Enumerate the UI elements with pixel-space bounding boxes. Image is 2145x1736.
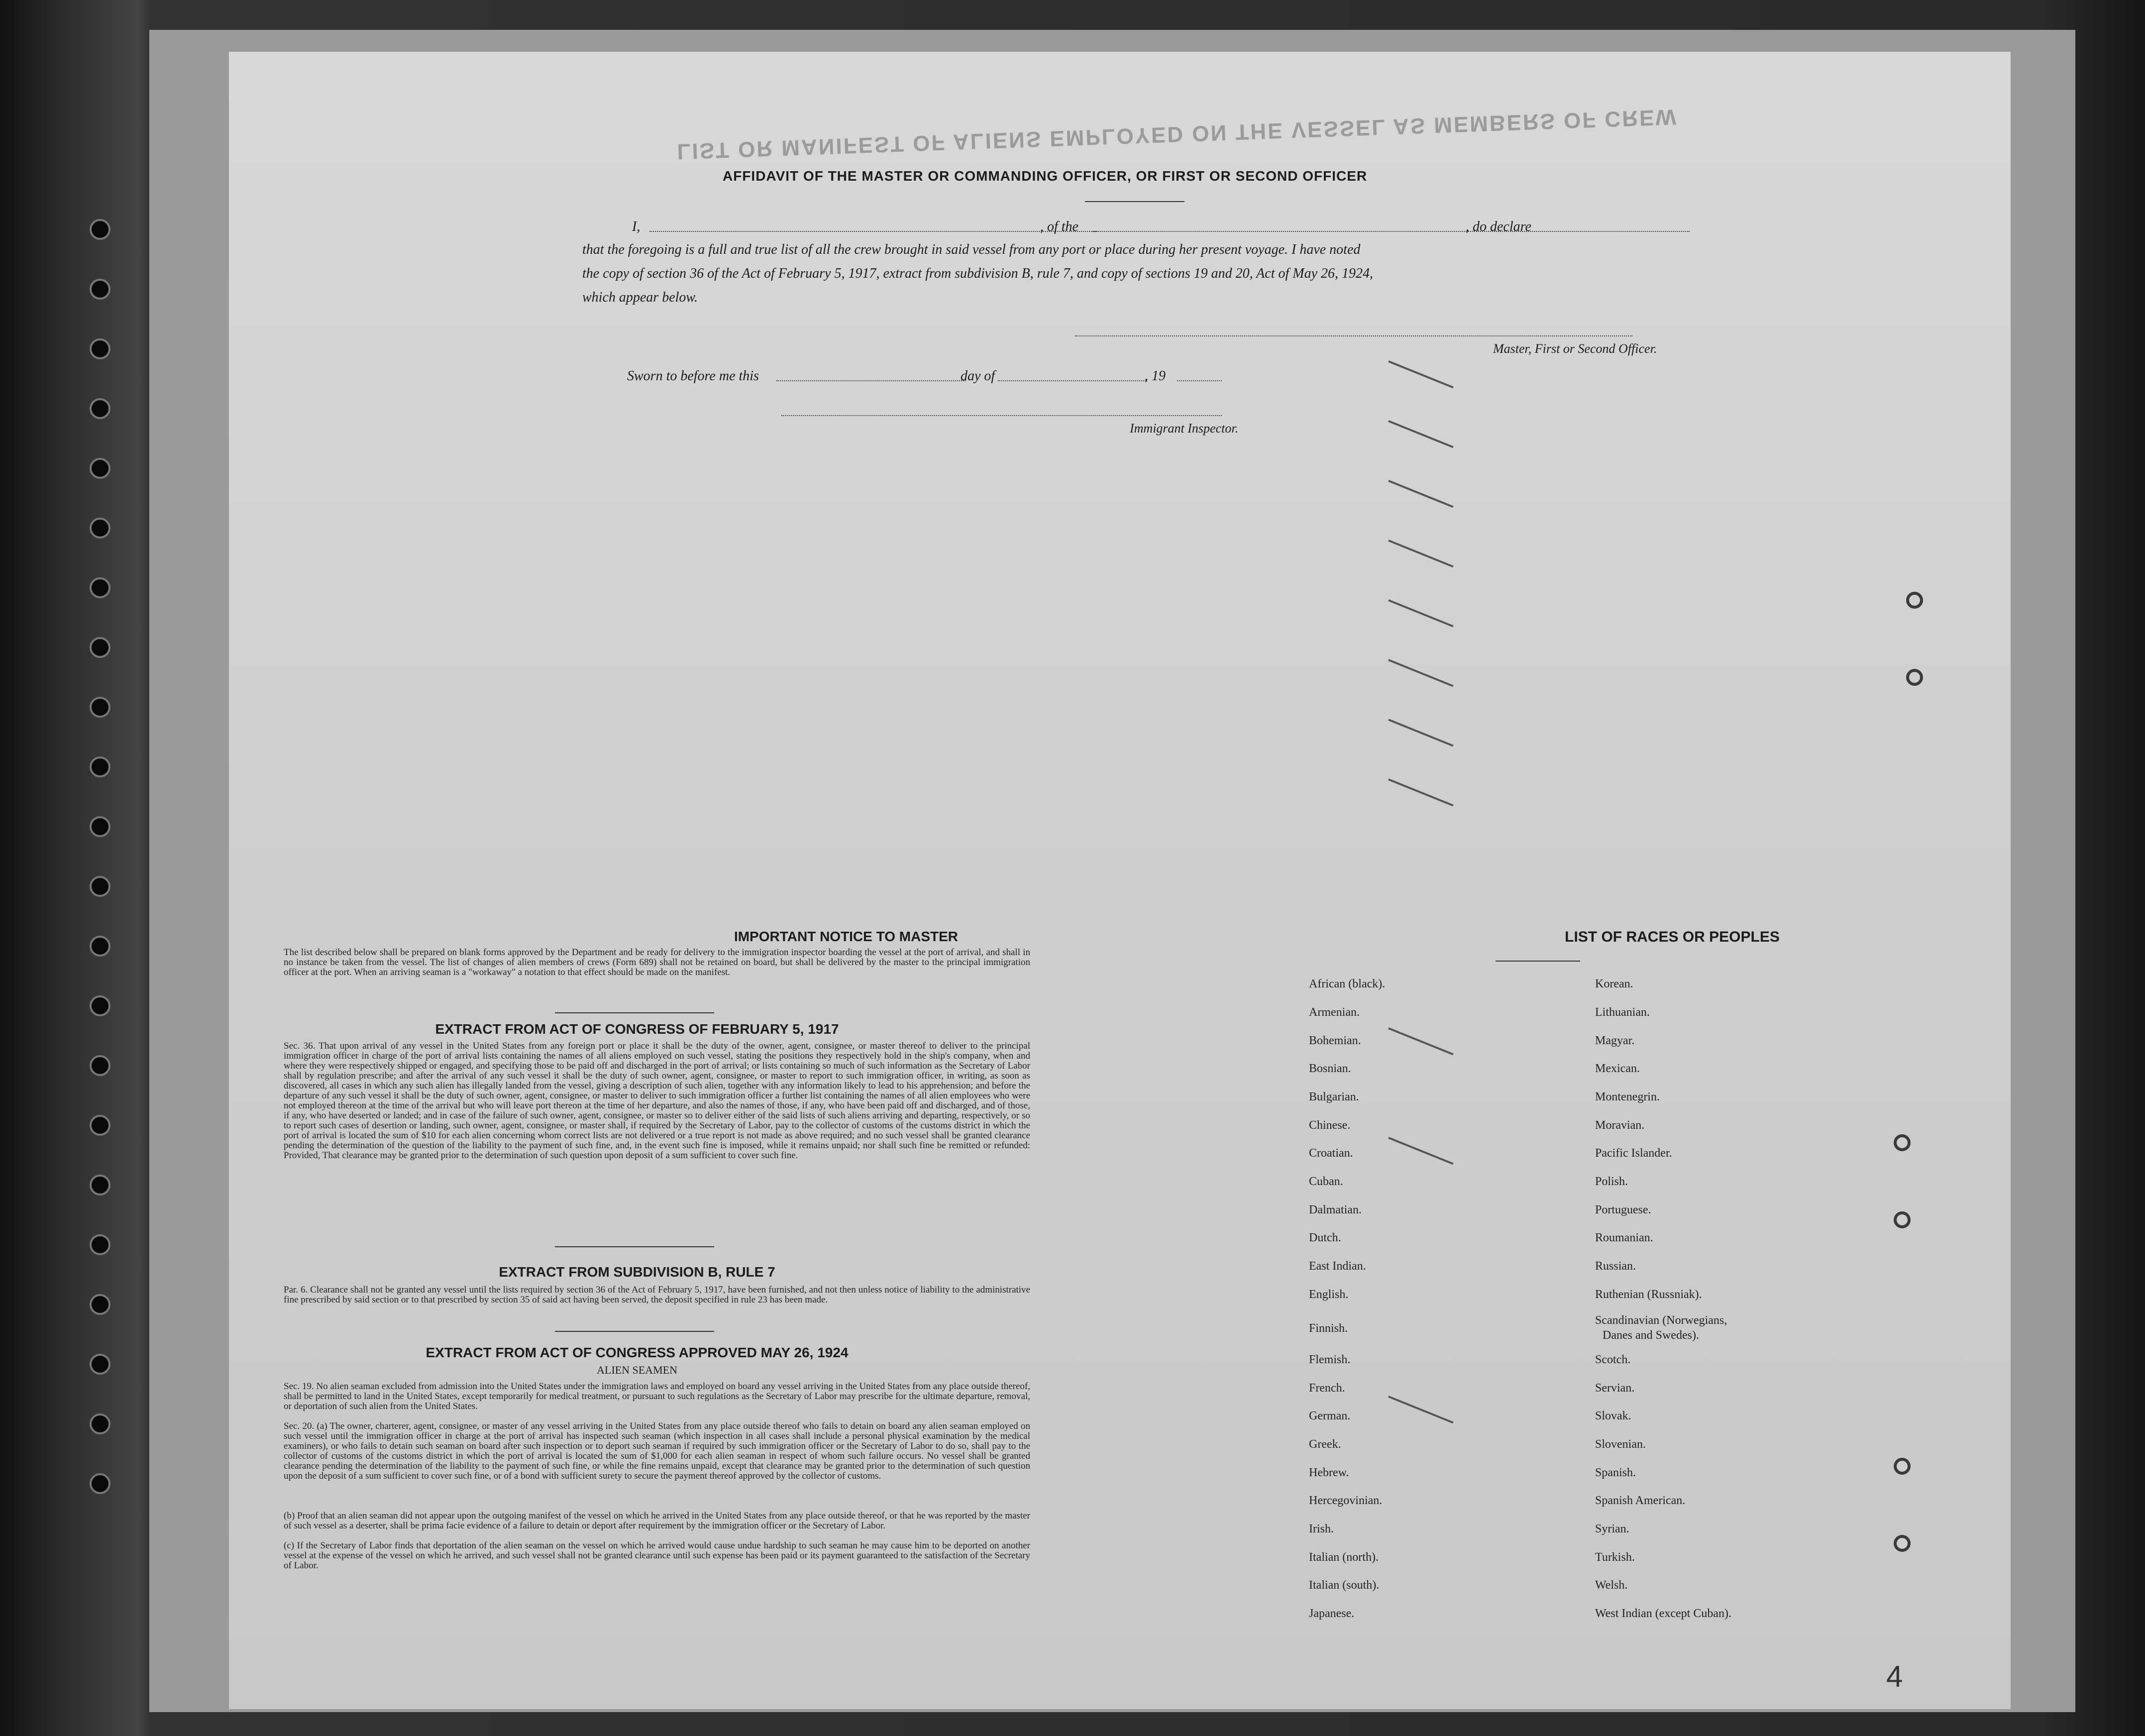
binder-hole [90, 1115, 110, 1136]
binder-hole [90, 757, 110, 777]
binder-hole [90, 1473, 110, 1494]
race-item: Chinese. [1309, 1119, 1351, 1132]
binder-hole [90, 876, 110, 897]
race-item: Slovak. [1595, 1410, 1631, 1422]
binder-hole [90, 1055, 110, 1076]
section-19-body: Sec. 19. No alien seaman excluded from admission into the United States under the immigration laws and employed on board any vessel arriving in the United States from any place outside thereof, shall be permitted to land in the United States, except temporarily for medical treatment, or pursuant to such regulations as the Secretary of Labor may prescribe for the ultimate departure, removal, or deportation of such alien from the United States. [284, 1381, 1030, 1411]
binder-hole [90, 936, 110, 957]
check-mark [1388, 719, 1453, 747]
affidavit-body-line-2: the copy of section 36 of the Act of February 5, 1917, extract from subdivision B, rule 7, and copy of sections 19 and 20, Act of May 26, 1924, [582, 266, 1374, 281]
day-of-label: day of [961, 368, 995, 384]
race-item: German. [1309, 1410, 1351, 1422]
race-item: Syrian. [1595, 1522, 1629, 1535]
section-rule [555, 1246, 714, 1247]
race-item: Croatian. [1309, 1147, 1353, 1160]
binder-hole [90, 1294, 110, 1315]
race-item: Moravian. [1595, 1119, 1645, 1132]
race-item: Pacific Islander. [1595, 1147, 1672, 1160]
races-title: LIST OF RACES OR PEOPLES [1565, 929, 1780, 945]
check-mark [1388, 1027, 1453, 1055]
binder-hole [90, 637, 110, 658]
affidavit-title: AFFIDAVIT OF THE MASTER OR COMMANDING OFFICER, OR FIRST OR SECOND OFFICER [723, 168, 1368, 184]
punch-hole [1894, 1211, 1911, 1228]
notice-body: The list described below shall be prepared on blank forms approved by the Department and be ready for delivery to the immigration inspector boarding the vessel at the port of arrival, and shall in no instance be taken from the vessel. The list of changes of alien members of crews (Form 689) shall not be retained on board, but shall be delivered by the master to the principal immigration officer at the port. When an arriving seaman is a "workaway" a notation to that effect should be made on the manifest. [284, 947, 1030, 977]
race-item: Irish. [1309, 1522, 1334, 1535]
race-item: Welsh. [1595, 1579, 1628, 1592]
race-item: Spanish. [1595, 1466, 1636, 1479]
inspector-signature-label: Immigrant Inspector. [1130, 421, 1239, 435]
rule7-title: EXTRACT FROM SUBDIVISION B, RULE 7 [499, 1264, 775, 1280]
check-mark [1388, 1396, 1453, 1423]
race-item: Magyar. [1595, 1034, 1635, 1047]
section-20c-body: (c) If the Secretary of Labor finds that deportation of the alien seaman on the vessel on which he arrived would cause undue hardship to such seaman he may cause him to be deported on another vessel at the expense of the vessel on which he arrived, and such vessel shall not be granted clearance until such expense has been paid or its payment guaranteed to the satisfaction of the Secretary of Labor. [284, 1540, 1030, 1571]
race-item: Italian (north). [1309, 1551, 1379, 1564]
race-item: Bohemian. [1309, 1034, 1361, 1047]
extract-1917-title: EXTRACT FROM ACT OF CONGRESS OF FEBRUARY 5, 1917 [435, 1021, 839, 1037]
race-item: Italian (south). [1309, 1579, 1380, 1592]
page-number-mark: 4 [1886, 1660, 1903, 1693]
race-item: Korean. [1595, 977, 1633, 990]
check-mark [1388, 540, 1453, 567]
race-item: Scandinavian (Norwegians, [1595, 1314, 1727, 1327]
race-item: Servian. [1595, 1382, 1635, 1395]
binder-hole [90, 338, 110, 359]
sworn-month-field[interactable] [998, 380, 1147, 381]
race-item: East Indian. [1309, 1260, 1366, 1273]
races-title-rule [1496, 961, 1580, 962]
binder-hole [90, 697, 110, 718]
race-item: Hebrew. [1309, 1466, 1349, 1479]
punch-hole [1906, 669, 1923, 686]
binder-hole [90, 1354, 110, 1375]
vessel-of-label: , of the [1040, 219, 1078, 234]
title-rule [1085, 201, 1184, 202]
race-item: Armenian. [1309, 1006, 1360, 1019]
extract-1917-body: Sec. 36. That upon arrival of any vessel in the United States from any foreign port or place it shall be the duty of the owner, agent, consignee, or master thereof to deliver to the principal immigration officer in charge of the port of arrival lists containing the names of all aliens employed on such vessel, stating the positions they respectively hold in the ship's company, when and where they were respectively shipped or engaged, and specifying those to be paid off and discharged in the port of arrival; or lists containing so much of such information as the Secretary of Labor shall by regulation prescribe; and after the arrival of any such vessel it shall be the duty of such owner, agent, consignee, or master to report to such immigration officer, in writing, as soon as discovered, all cases in which any such alien has illegally landed from the vessel, giving a description of such alien, together with any information likely to lead to his apprehension; and before the departure of any such vessel it shall be the duty of such owner, agent, consignee, or master to deliver to such immigration officer a further list containing the names of all alien employees who were not employed thereon at the time of the arrival but who will leave port thereon at the time of her departure, and also the names of those, if any, who have been paid off and discharged, and of those, if any, who have deserted or landed; and in case of the failure of such owner, agent, consignee, or master so to deliver either of the said lists of such aliens arriving and departing, respectively, or so to report such cases of desertion or landing, such owner, agent, consignee, or master shall, if required by the Secretary of Labor, pay to the collector of customs of the customs district in which the port of arrival is located the sum of $10 for each alien concerning whom correct lists are not delivered or a true report is not made as above required; and no such vessel shall be granted clearance pending the determination of the question of the liability to the payment of such fine, and, in the event such fine is imposed, while it remains unpaid; nor shall such fine be remitted or refunded: Provided, That clearance may be granted prior to the determination of such question upon deposit of a sum sufficient to cover such fine. [284, 1041, 1030, 1161]
race-item: Montenegrin. [1595, 1090, 1660, 1103]
race-item: English. [1309, 1288, 1349, 1301]
race-item: Scotch. [1595, 1353, 1631, 1366]
binder-hole [90, 816, 110, 837]
bleed-through-text: LIST OR MANIFEST OF ALIENS EMPLOYED ON THE VESSEL AS MEMBERS OF CREW [676, 104, 1678, 164]
race-item: Greek. [1309, 1438, 1341, 1451]
race-item: Spanish American. [1595, 1494, 1686, 1507]
officer-signature-label: Master, First or Second Officer. [1493, 341, 1657, 356]
race-item: Portuguese. [1595, 1203, 1651, 1216]
race-item: Slovenian. [1595, 1438, 1646, 1451]
binder-hole [90, 279, 110, 300]
inspector-signature-field[interactable] [781, 415, 1222, 416]
race-item: Bosnian. [1309, 1062, 1351, 1075]
race-item: Roumanian. [1595, 1231, 1653, 1244]
check-mark [1388, 659, 1453, 687]
sworn-day-field[interactable] [776, 380, 965, 381]
section-20a-body: Sec. 20. (a) The owner, charterer, agent, consignee, or master of any vessel arriving in the United States from any place outside thereof who fails to detain on board any alien seaman employed on such vessel until the immigration officer in charge at the port of arrival has inspected such seaman (which inspection in all cases shall include a personal physical examination by the medical examiners), or who fails to detain such seaman on board after such inspection or to deport such seaman if required by such immigration officer or the Secretary of Labor to do so, shall pay to the collector of customs of the customs district in which the port of arrival is located the sum of $1,000 for each alien seaman in respect of whom such failure occurs. No vessel shall be granted clearance pending the determination of the liability to the payment of such fine, or while the fine remains unpaid, except that clearance may be granted prior to the determination of such question upon the deposit of a sum sufficient to cover such fine, or of a bond with sufficient surety to secure the payment thereof approved by the collector of customs. [284, 1421, 1030, 1481]
race-item: Hercegovinian. [1309, 1494, 1383, 1507]
punch-hole [1894, 1458, 1911, 1475]
race-item: Flemish. [1309, 1353, 1351, 1366]
check-mark [1388, 599, 1453, 627]
year-label: , 19 [1145, 368, 1166, 384]
section-rule [555, 1012, 714, 1013]
check-mark [1388, 360, 1453, 388]
binder-hole [90, 458, 110, 479]
binder-hole [90, 1234, 110, 1255]
binder-hole [90, 1413, 110, 1434]
extract-1924-title: EXTRACT FROM ACT OF CONGRESS APPROVED MAY 26, 1924 [426, 1345, 849, 1360]
declare-label: , do declare [1466, 219, 1531, 234]
race-item: Mexican. [1595, 1062, 1640, 1075]
binder-hole [90, 219, 110, 240]
binder-hole [90, 995, 110, 1016]
sworn-label: Sworn to before me this [627, 368, 759, 384]
race-item: Turkish. [1595, 1551, 1635, 1564]
race-item: Danes and Swedes). [1603, 1329, 1699, 1342]
race-item: Lithuanian. [1595, 1006, 1650, 1019]
binder-hole [90, 518, 110, 539]
binder-hole [90, 398, 110, 419]
notice-title: IMPORTANT NOTICE TO MASTER [734, 929, 959, 944]
rule7-body: Par. 6. Clearance shall not be granted any vessel until the lists required by section 36 of the Act of February 5, 1917, have been furnished, and not then unless notice of liability to the administrative fine prescribed by said section or to that prescribed by section 35 of said act having been served, the deposit specified in rule 23 has been made. [284, 1285, 1030, 1305]
race-item: West Indian (except Cuban). [1595, 1607, 1731, 1620]
declarant-label: I, [632, 219, 641, 234]
section-20b-body: (b) Proof that an alien seaman did not appear upon the outgoing manifest of the vessel on which he arrived in the United States from any place outside thereof, or that he was reported by the master of such vessel as a deserter, shall be prima facie evidence of a failure to detain or deport after requirement by the immigration officer or the Secretary of Labor. [284, 1511, 1030, 1531]
punch-hole [1894, 1535, 1911, 1552]
check-mark [1388, 1137, 1453, 1165]
punch-hole [1906, 592, 1923, 609]
race-item: French. [1309, 1382, 1345, 1395]
check-mark [1388, 480, 1453, 508]
affidavit-body-line-3: which appear below. [582, 290, 698, 305]
binder-hole [90, 577, 110, 598]
check-mark [1388, 778, 1453, 806]
officer-signature-field[interactable] [1075, 335, 1632, 336]
affidavit-body-line-1: that the foregoing is a full and true list of all the crew brought in said vessel from any port or place during her present voyage. I have noted [582, 242, 1361, 257]
race-item: Japanese. [1309, 1607, 1355, 1620]
race-item: Bulgarian. [1309, 1090, 1359, 1103]
declarant-name-field[interactable] [649, 231, 1097, 232]
binder-hole [90, 1175, 110, 1195]
race-item: Russian. [1595, 1260, 1636, 1273]
race-item: Polish. [1595, 1175, 1628, 1188]
race-item: African (black). [1309, 977, 1386, 990]
vessel-name-field[interactable] [1092, 231, 1690, 232]
race-item: Finnish. [1309, 1322, 1348, 1335]
race-item: Dalmatian. [1309, 1203, 1362, 1216]
section-rule [555, 1331, 714, 1332]
sworn-year-field[interactable] [1177, 380, 1222, 381]
document-page [229, 52, 2011, 1709]
extract-1924-subtitle: ALIEN SEAMEN [597, 1364, 677, 1376]
race-item: Dutch. [1309, 1231, 1341, 1244]
race-item: Cuban. [1309, 1175, 1343, 1188]
race-item: Ruthenian (Russniak). [1595, 1288, 1702, 1301]
check-mark [1388, 420, 1453, 448]
punch-hole [1894, 1134, 1911, 1151]
